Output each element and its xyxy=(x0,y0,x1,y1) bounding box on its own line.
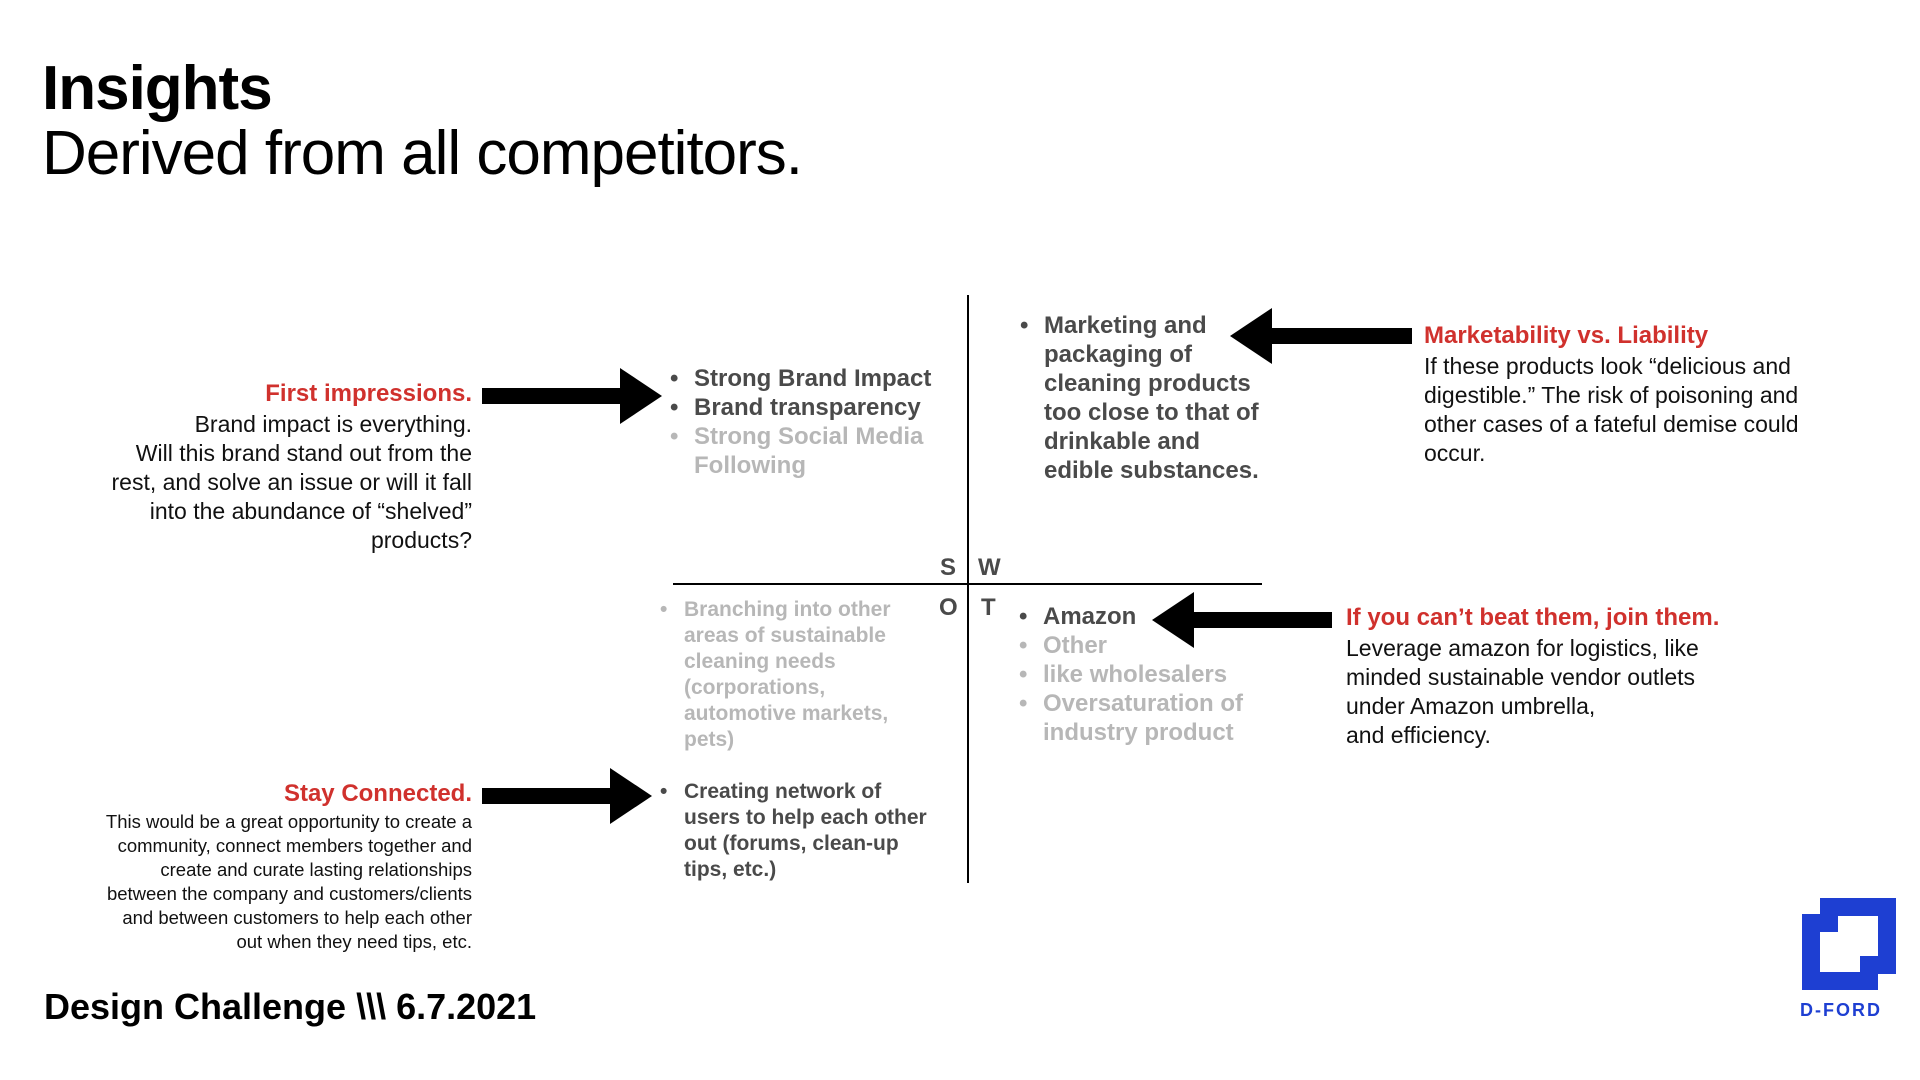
callout-line: other cases of a fateful demise could xyxy=(1424,411,1799,437)
swot-opportunities-list xyxy=(656,597,936,883)
callout-line: between the company and customers/clients xyxy=(106,883,472,904)
dford-logo-icon xyxy=(1802,898,1896,990)
callout-line: into the abundance of “shelved” xyxy=(149,498,472,524)
list-item: • Brand transparency xyxy=(666,393,966,422)
callout-line: If these products look “delicious and xyxy=(1424,353,1791,379)
list-item: • Oversaturation of industry product xyxy=(1015,689,1255,747)
swot-weaknesses-list xyxy=(1016,311,1266,485)
callout-stay-connected xyxy=(40,780,472,954)
callout-line: occur. xyxy=(1424,440,1486,466)
list-item: • Strong Brand Impact xyxy=(666,364,966,393)
callout-line: This would be a great opportunity to create a xyxy=(105,811,472,832)
swot-threats-list xyxy=(1015,602,1255,747)
page-title: Insights xyxy=(42,54,272,123)
list-item: • Other xyxy=(1015,631,1255,660)
callout-line: Brand impact is everything. xyxy=(194,411,472,437)
callout-line: out when they need tips, etc. xyxy=(236,931,472,952)
swot-label-s: S xyxy=(940,554,957,581)
callout-body xyxy=(1424,352,1864,468)
list-item: • Creating network of users to help each other out (forums, clean-up tips, etc.) xyxy=(656,779,936,883)
callout-line: Leverage amazon for logistics, like xyxy=(1346,635,1699,661)
callout-line: and efficiency. xyxy=(1346,722,1491,748)
arrow-first-impressions xyxy=(482,368,662,424)
callout-join-them xyxy=(1346,604,1786,750)
callout-line: and between customers to help each other xyxy=(122,907,472,928)
callout-heading: Marketability vs. Liability xyxy=(1424,322,1709,349)
callout-line: rest, and solve an issue or will it fall xyxy=(111,469,472,495)
callout-line: Will this brand stand out from the xyxy=(135,440,472,466)
swot-label-t: T xyxy=(981,594,996,621)
swot-label-o: O xyxy=(939,594,958,621)
callout-marketability xyxy=(1424,322,1864,468)
callout-body xyxy=(60,410,472,555)
swot-label-w: W xyxy=(978,554,1001,581)
callout-body xyxy=(1346,634,1786,750)
callout-heading: Stay Connected. xyxy=(283,780,472,807)
list-item: • Strong Social Media Following xyxy=(666,422,966,480)
footer-text: Design Challenge \\\ 6.7.2021 xyxy=(44,986,537,1027)
callout-line: minded sustainable vendor outlets xyxy=(1346,664,1696,690)
callout-line: create and curate lasting relationships xyxy=(160,859,472,880)
callout-line: products? xyxy=(370,527,472,553)
callout-body xyxy=(40,810,472,954)
callout-line: digestible.” The risk of poisoning and xyxy=(1424,382,1799,408)
callout-line: under Amazon umbrella, xyxy=(1346,693,1596,719)
callout-heading: First impressions. xyxy=(265,380,472,407)
callout-line: community, connect members together and xyxy=(117,835,472,856)
callout-first-impressions xyxy=(60,380,472,555)
logo-text: D-FORD xyxy=(1800,1000,1882,1020)
arrow-stay-connected xyxy=(482,768,652,824)
swot-strengths-list xyxy=(666,364,966,480)
page-subtitle: Derived from all competitors. xyxy=(42,119,803,188)
list-item: • Amazon xyxy=(1015,602,1255,631)
callout-heading: If you can’t beat them, join them. xyxy=(1346,604,1720,631)
list-item: • like wholesalers xyxy=(1015,660,1255,689)
list-item: • Branching into other areas of sustainable cleaning needs (corporations, automotive markets, pets) xyxy=(656,597,936,753)
list-item: • Marketing and packaging of cleaning products too close to that of drinkable and edible substances. xyxy=(1016,311,1266,485)
